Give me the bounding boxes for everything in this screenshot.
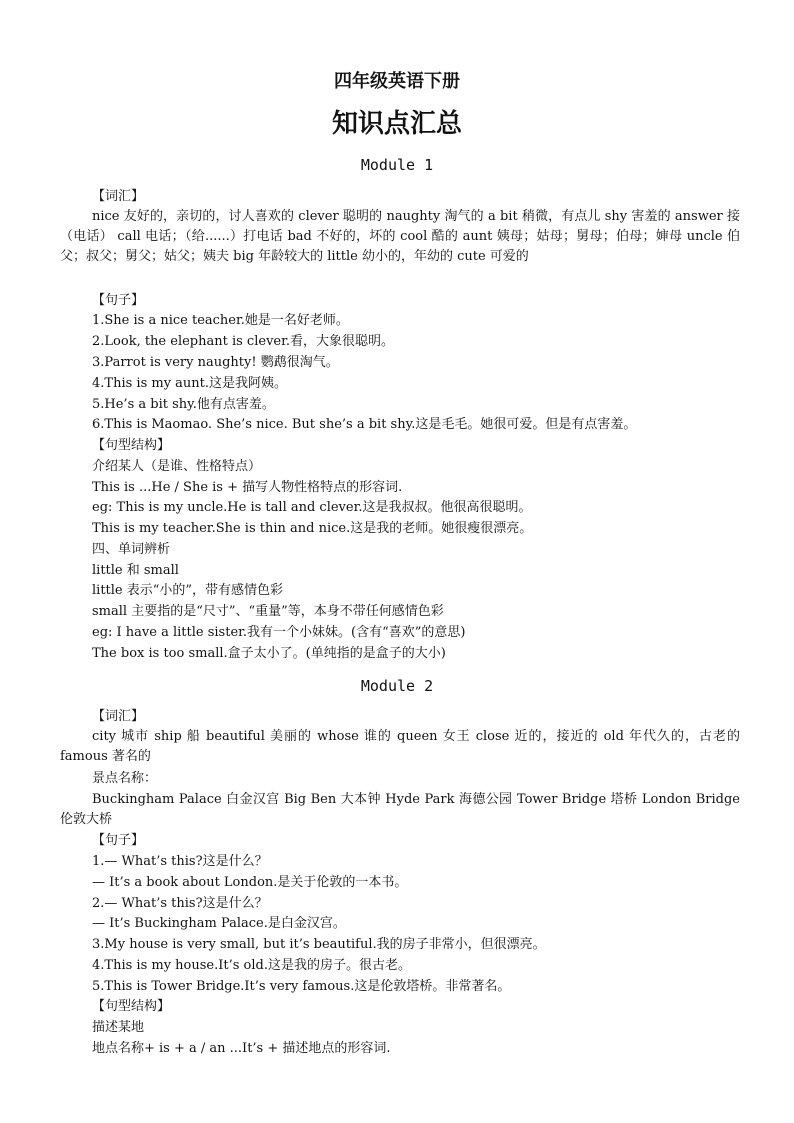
- analysis-line: The box is too small.盒子太小了。(单纯指的是盒子的大小): [92, 646, 446, 661]
- document-title: 四年级英语下册: [334, 71, 460, 92]
- sentence-line: 3.Parrot is very naughty! 鹦鹉很淘气。: [92, 355, 339, 370]
- structure-line: This is ...He / She is + 描写人物性格特点的形容词.: [92, 480, 403, 495]
- sentence-line: 4.This is my house.It’s old.这是我的房子。很古老。: [92, 958, 411, 973]
- analysis-line: little 和 small: [92, 563, 179, 578]
- module-2-vocab-text: city 城市 ship 船 beautiful 美丽的 whose 谁的 queen 女王 close 近的，接近的 old 年代久的，古老的 famous 著名的: [60, 729, 740, 764]
- analysis-line: small 主要指的是“尺寸”、“重量”等，本身不带任何感情色彩: [92, 604, 444, 619]
- module-2-structure-label: 【句型结构】: [92, 999, 171, 1014]
- module-1-sentences-label: 【句子】: [92, 293, 145, 308]
- module-2-sentences-label: 【句子】: [92, 833, 145, 848]
- sentence-line: — It’s Buckingham Palace.是白金汉宫。: [92, 916, 346, 931]
- structure-line: eg: This is my uncle.He is tall and clever.这是我叔叔。他很高很聪明。: [92, 500, 532, 515]
- sentence-line: 6.This is Maomao. She’s nice. But she’s a bit shy.这是毛毛。她很可爱。但是有点害羞。: [92, 417, 637, 432]
- sentence-line: 1.— What’s this?这是什么？: [92, 854, 268, 869]
- structure-line: 描述某地: [92, 1020, 145, 1035]
- document-subtitle: 知识点汇总: [331, 109, 462, 139]
- module-1-heading: Module 1: [360, 156, 434, 174]
- analysis-line: eg: I have a little sister.我有一个小妹妹。(含有“喜欢”的意思): [92, 625, 466, 640]
- sentence-line: 4.This is my aunt.这是我阿姨。: [92, 376, 288, 391]
- module-1-analysis-label: 四、单词辨析: [92, 542, 171, 557]
- module-2-places-text: Buckingham Palace 白金汉宫 Big Ben 大本钟 Hyde Park 海德公园 Tower Bridge 塔桥 London Bridge 伦敦大桥: [60, 792, 740, 827]
- module-2-places-label: 景点名称：: [92, 771, 158, 786]
- structure-line: 地点名称+ is + a / an ...It’s + 描述地点的形容词.: [92, 1041, 391, 1056]
- module-1-vocab-label: 【词汇】: [92, 189, 145, 204]
- sentence-line: 1.She is a nice teacher.她是一名好老师。: [92, 313, 349, 328]
- module-1-structure-label: 【句型结构】: [92, 438, 171, 453]
- sentence-line: 2.Look, the elephant is clever.看，大象很聪明。: [92, 334, 395, 349]
- sentence-line: 5.This is Tower Bridge.It’s very famous.这是伦敦塔桥。非常著名。: [92, 979, 511, 994]
- module-2-heading: Module 2: [360, 677, 434, 695]
- analysis-line: little 表示“小的”，带有感情色彩: [92, 583, 284, 598]
- structure-line: This is my teacher.She is thin and nice.这是我的老师。她很瘦很漂亮。: [92, 521, 533, 536]
- sentence-line: 2.— What’s this?这是什么？: [92, 896, 268, 911]
- structure-line: 介绍某人（是谁、性格特点）: [92, 459, 262, 474]
- sentence-line: 5.He’s a bit shy.他有点害羞。: [92, 397, 275, 412]
- sentence-line: — It’s a book about London.是关于伦敦的一本书。: [92, 875, 408, 890]
- sentence-line: 3.My house is very small, but it’s beautiful.我的房子非常小，但很漂亮。: [92, 937, 546, 952]
- module-1-vocab-text: nice 友好的，亲切的，讨人喜欢的 clever 聪明的 naughty 淘气的 a bit 稍微，有点儿 shy 害羞的 answer 接（电话） call 电话；（给......）打电话 bad 不好的，坏的 cool 酷的 aunt 姨母；姑母；舅母；伯母；婶母 uncle 伯父；叔父；舅父；姑父；姨夫 big 年龄较大的 little 幼小的，年幼的 cute 可爱的: [60, 209, 740, 264]
- module-2-vocab-label: 【词汇】: [92, 709, 145, 724]
